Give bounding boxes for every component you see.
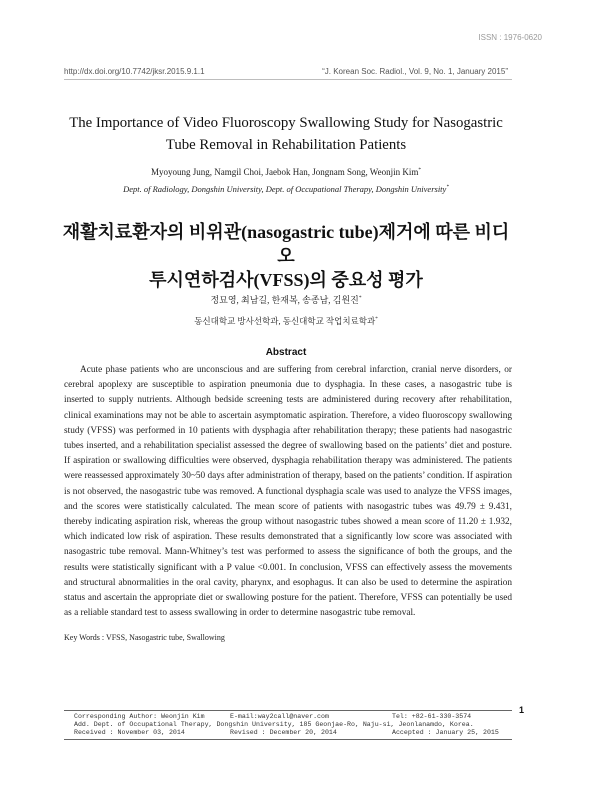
english-authors-names: Myoyoung Jung, Namgil Choi, Jaebok Han, Jongnam Song, Weonjin Kim: [150, 167, 419, 177]
english-title-line-1: The Importance of Video Fluoroscopy Swallowing Study for Nasogastric: [69, 115, 503, 131]
korean-title-line-2: 투시연하검사(VFSS)의 중요성 평가: [149, 270, 423, 290]
doi-link[interactable]: http://dx.doi.org/10.7742/jksr.2015.9.1.1: [64, 67, 205, 76]
korean-affiliation: [60, 315, 512, 327]
abstract-body: Acute phase patients who are unconscious and are suffering from cerebral infarction, cranial nerve disorders, or cerebral apoplexy are susceptible to aspiration pneumonia due to dysphagia. In these cases, a nasogastric tube is inserted to supply nutrients. Although bedside screening tests are administered during recovery after rehabilitation, clinical examinations may not be able to ascertain asymptomatic aspiration. Therefore, a video fluoroscopy swallowing study (VFSS) was performed in 10 patients with dysphagia after rehabilitation therapy; these patients had nasogastric tubes inserted, and a rehabilitation specialist assessed the degree of swallowing based on the patients’ diet and posture. If aspiration or swallowing difficulties were observed, dysphagia rehabilitation therapy was administered. The patients were reassessed approximately 30~50 days after administration of therapy, based on the patients’ condition. If aspiration is not observed, the nasogastric tube was removed. A functional dysphagia scale was used to analyze the VFSS images, and the scores were statistically calculated. The mean score of patients with nasogastric tubes was 49.79 ± 9.431, thereby indicating aspiration risk, whereas the group without nasogastric tubes showed a mean score of 11.20 ± 1.932, which indicated low risk of aspiration. These results demonstrated that a significantly low score was associated with nasogastric tube removal. Mann-Whitney’s test was performed to assess the significance of both the groups, and the results were statistically significant with a P value <0.001. In conclusion, VFSS can effectively assess the movements and structural abnormalities in the oral cavity, pharynx, and esophagus. It can also be used to determine the aspiration status and ascertain the appropriate diet or swallowing posture for the patient. Therefore, VFSS can potentially be used as a reliable standard test to assess swallowing in order to determine nasogastric tube removal.: [64, 365, 512, 619]
english-title-line-2: Tube Removal in Rehabilitation Patients: [165, 137, 407, 153]
korean-affiliation-mark: *: [375, 316, 378, 323]
korean-authors: [60, 293, 512, 306]
received-date: Received : November 03, 2014: [74, 729, 185, 736]
english-authors: [60, 167, 512, 177]
header-divider: [64, 79, 512, 80]
footer-divider-top: [64, 710, 512, 711]
issn-label: ISSN : 1976-0620: [478, 33, 542, 42]
journal-citation: “J. Korean Soc. Radiol., Vol. 9, No. 1, January 2015”: [322, 67, 508, 76]
corresponding-author: Corresponding Author: Weonjin Kim: [74, 713, 205, 720]
korean-title: [60, 220, 512, 292]
korean-affiliation-text: 동신대학교 방사선학과, 동신대학교 작업치료학과: [194, 316, 376, 326]
english-title: [60, 112, 512, 156]
revised-date: Revised : December 20, 2014: [230, 729, 337, 736]
korean-authors-names: 정묘영, 최남길, 한재복, 송종남, 김원진: [210, 295, 359, 305]
accepted-date: Accepted : January 25, 2015: [392, 729, 499, 736]
english-affiliation-text: Dept. of Radiology, Dongshin University, Dept. of Occupational Therapy, Dongshin University: [123, 184, 447, 194]
author-phone: Tel: +82-61-330-3574: [392, 713, 472, 720]
korean-title-line-1: 재활치료환자의 비위관(nasogastric tube)제거에 따른 비디오: [62, 222, 510, 266]
author-address: Add. Dept. of Occupational Therapy, Dongshin University, 185 Geonjae-Ro, Naju-si, Jeonlanamdo, Korea.: [74, 721, 474, 728]
keywords: Key Words : VFSS, Nasogastric tube, Swallowing: [64, 633, 225, 642]
korean-authors-mark: *: [358, 295, 362, 301]
english-affiliation-mark: *: [446, 184, 449, 191]
english-authors-mark: *: [418, 167, 422, 173]
author-email[interactable]: E-mail:way2call@naver.com: [230, 713, 329, 720]
abstract-heading: Abstract: [265, 347, 307, 358]
page-number: 1: [519, 705, 525, 715]
footer-divider-bottom: [64, 739, 512, 740]
english-affiliation: [60, 184, 512, 194]
